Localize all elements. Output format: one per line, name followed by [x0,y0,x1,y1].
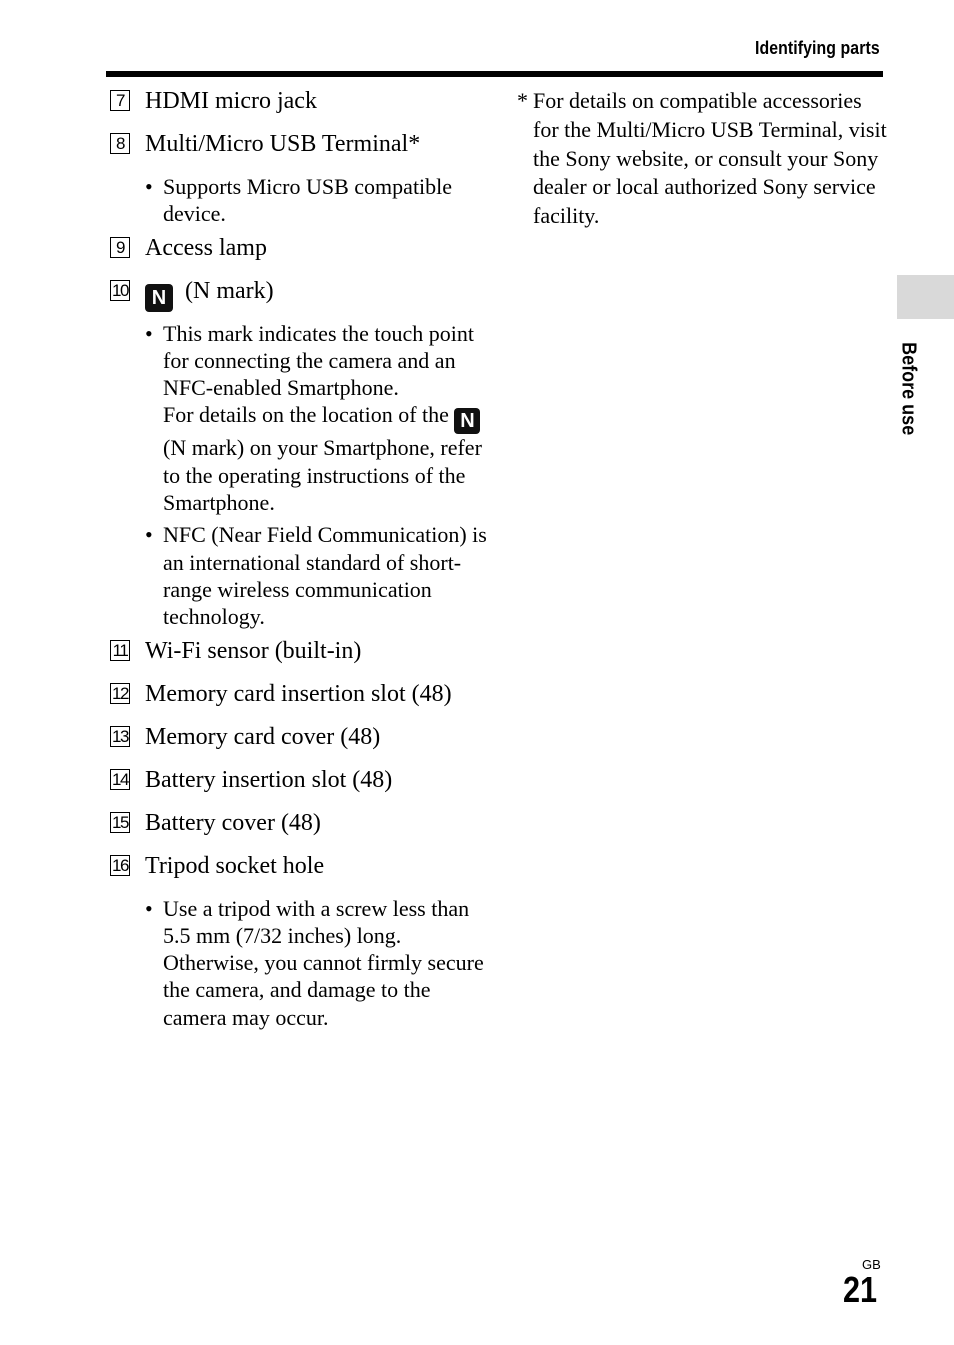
footnote-text: For details on compatible accessories for the Multi/Micro USB Terminal, visit the Sony website, or consult your Sony dealer or local authorized Sony service facility. [533,88,887,229]
footnote-marker: * [517,88,528,113]
footnote [517,87,887,231]
part-16-notes [110,895,490,1031]
part-item-12 [110,680,490,708]
part-10-notes [110,320,490,631]
part-label: Battery cover (48) [145,809,321,836]
item-number-box: 15 [110,812,130,833]
part-item-15 [110,809,490,837]
part-8-notes [110,173,490,228]
part-label: Tripod socket hole [145,852,325,879]
running-header-title: Identifying parts [755,38,880,58]
footnote-column [517,87,887,231]
header-rule [106,71,883,77]
note-text-part: For details on the location of the [163,402,449,428]
page-number: 21 [843,1269,878,1310]
item-number-box: 7 [110,90,130,111]
n-mark-icon: N [145,284,173,312]
part-label: Multi/Micro USB Terminal* [145,131,421,157]
note-text: Supports Micro USB compatible device. [163,174,453,227]
part-item-14 [110,766,490,794]
part-item-7 [110,87,490,115]
n-mark-icon: N [454,408,480,434]
item-number-box: 16 [110,855,130,876]
side-tab-label [895,337,921,447]
note-text-continued [163,401,490,516]
note-bullet [110,320,490,517]
item-number-box: 13 [110,726,130,747]
parts-list [110,87,490,1037]
part-item-10 [110,277,490,309]
part-item-9 [110,234,490,262]
part-label: Access lamp [145,234,267,261]
item-number-box: 12 [110,683,130,704]
part-item-13 [110,723,490,751]
note-bullet [110,521,490,630]
item-number-box: 9 [110,237,130,258]
part-item-11 [110,637,490,665]
note-text: Use a tripod with a screw less than 5.5 mm (7/32 inches) long. Otherwise, you cannot firmly secure the camera, and damage to the camera may occur. [163,895,484,1030]
page-region-code: GB [862,1257,881,1272]
note-bullet [110,895,490,1031]
side-tab-marker [897,275,954,319]
part-label: HDMI micro jack [145,88,317,114]
part-item-16 [110,852,490,880]
item-number-box: 10 [110,280,130,301]
side-tab-label-text: Before use [897,342,920,436]
item-number-box: 11 [110,640,130,661]
part-item-8 [110,130,490,158]
part-label: Memory card insertion slot (48) [145,680,452,707]
note-text: NFC (Near Field Communication) is an international standard of short-range wireless communication technology. [163,522,487,630]
part-label: Memory card cover (48) [145,723,381,750]
note-text: This mark indicates the touch point for connecting the camera and an NFC-enabled Smartphone. [163,320,474,401]
item-number-box: 14 [110,769,130,790]
part-label: Wi-Fi sensor (built-in) [145,637,362,664]
part-label: (N mark) [185,277,274,304]
part-label: Battery insertion slot (48) [145,766,393,793]
item-number-box: 8 [110,133,130,154]
bullet-dot: • [145,174,153,199]
bullet-dot: • [145,522,153,548]
bullet-dot: • [145,895,153,921]
note-bullet [110,173,490,228]
note-text-part: (N mark) on your Smartphone, refer to the operating instructions of the Smartphone. [163,435,482,516]
bullet-dot: • [145,320,153,346]
